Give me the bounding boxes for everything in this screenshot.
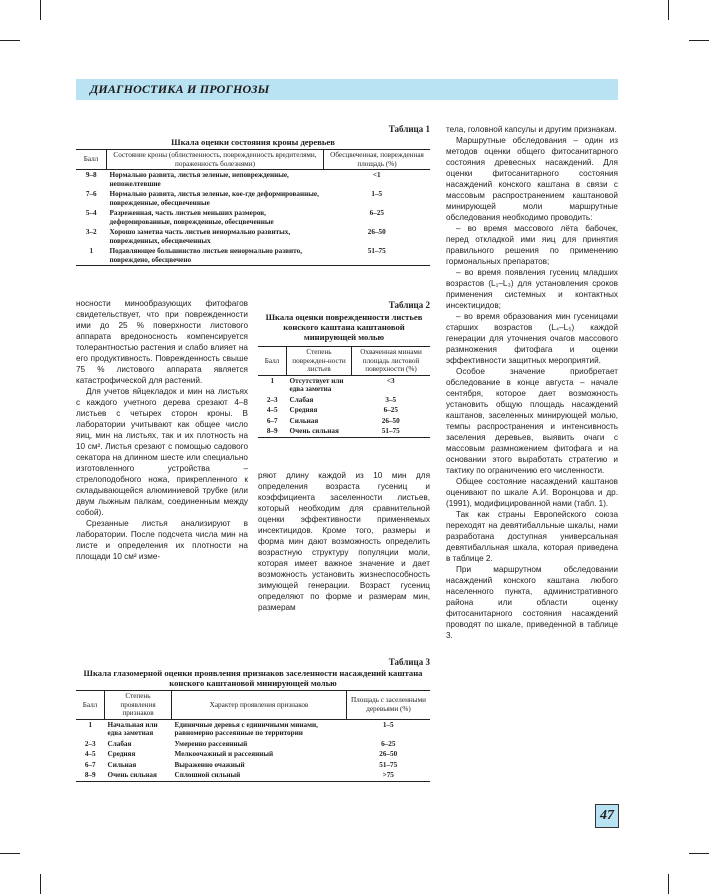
table-row	[76, 189, 430, 208]
paragraph: Маршрутные обследования – один из методов оценки общего фитосанитарного состояния древесных насаждений. Для оценки фитосанитарного состояния насаждений конского каштана в связи с массовым распространением каштановой минирующей моли маршрутные обследования необходимо проводить:	[446, 136, 618, 222]
section-header-band	[76, 79, 618, 100]
table-cell: Сильная	[107, 760, 137, 769]
table-row	[258, 375, 430, 395]
table-row	[258, 395, 430, 406]
table-row	[76, 739, 430, 750]
table-row	[258, 426, 430, 437]
table-cell: 1	[88, 720, 93, 729]
table-cell: Единичные деревья с единичными минами, равномерно рассеянные по территории	[174, 720, 318, 737]
paragraph: Общее состояние насаждений каштанов оценивают по шкале А.И. Воронцова и др. (1991), модифицированной нами (табл. 1).	[446, 477, 618, 508]
table-cell: 26–50	[381, 416, 400, 425]
table-header-cell: Состояние кроны (облиственность, поврежденность вредителями, пораженность болезнями)	[107, 150, 324, 170]
table-cell: 6–25	[381, 739, 396, 748]
table-header-row	[76, 691, 430, 720]
table-row	[76, 719, 430, 739]
table-cell: 5–4	[85, 209, 97, 217]
left-column	[76, 298, 248, 562]
table-cell: 51–75	[379, 760, 398, 769]
table-cell: Умеренно рассеянный	[174, 739, 248, 748]
table-cell: 1–5	[371, 190, 383, 198]
table3-title: Шкала глазомерной оценки проявления признаков заселенности насаждений каштана конского каштановой минирующей молью	[83, 668, 423, 688]
table-cell: 1	[76, 246, 107, 266]
table-header-cell: Охваченная минами площадь листовой поверхности (%)	[352, 347, 431, 376]
table-cell: 6–25	[369, 209, 384, 217]
paragraph: – во время образования мин гусеницами старших возрастов (L₄–L₅) каждой генерации для уточнения очагов массового размножения фитофага и оценки эффективности защитных мероприятий.	[446, 312, 618, 365]
table-cell: 4–5	[266, 406, 278, 414]
crop-mark	[0, 853, 20, 854]
table-header-row	[76, 150, 430, 170]
table-cell: Нормально развита, листья зеленые, неповрежденные, непожелтевшие	[109, 171, 289, 188]
table-cell: Слабая	[107, 739, 132, 748]
table-row	[258, 416, 430, 427]
table1-title: Шкала оценки состояния кроны деревьев	[171, 137, 335, 147]
table-cell: 26–50	[367, 228, 386, 236]
table-cell: 3–5	[385, 395, 397, 404]
table-cell: 9–8	[85, 171, 97, 179]
table-header-cell: Характер проявления признаков	[172, 691, 347, 720]
table-header-cell: Площадь с заселенными деревьями (%)	[347, 691, 431, 720]
table-header-cell: Балл	[76, 150, 107, 170]
table-cell: 26–50	[379, 750, 398, 758]
table-cell: Хорошо заметна часть листьев ненормально развитых, поврежденных, обесцвеченных	[109, 228, 291, 245]
paragraph: Срезанные листья анализируют в лаборатории. После подсчета числа мин на листе и определения их плотности на площади 10 см² изме-	[76, 519, 248, 561]
table-row	[76, 208, 430, 227]
table-cell: Выраженно очажный	[174, 760, 245, 769]
table-cell: Мелкоочажный и рассеянный	[174, 750, 274, 758]
table-cell: 1–5	[382, 720, 394, 729]
paragraph: – во время массового лёта бабочек, перед откладкой ими яиц для принятия правильного решения по применению гормональных препаратов;	[446, 224, 618, 266]
paragraph: Особое значение приобретает обследование в конце августа – начале сентября, которое дает возможность установить общую площадь насаждений каштанов, заселенных минирующей молью, темпы распространения и интенсивность заселения деревьев, выявить очаги с массовым размножением фитофага и на основании этого выработать стратегию и тактику по ограничению его численности.	[446, 367, 618, 475]
table-cell: Начальная или едва заметная	[107, 720, 158, 737]
table-cell: 6–7	[266, 416, 278, 425]
table-cell: 6–7	[84, 760, 96, 769]
paragraph: ряют длину каждой из 10 мин для определения возраста гусениц и коэффициента заселенности листьев, который необходим для сравнительной оценки эффективности применяемых инсектицидов. Кроме того, размеры и форма мин дают возможность определить возрастную структуру популяции моли, которая имеет важное значение и дает возможность установить жизнеспособность зимующей генерации. Возраст гусениц определяют по форме и размерам мин, размерам	[258, 471, 430, 612]
table-cell: 4–5	[84, 750, 96, 758]
crop-mark	[689, 853, 709, 854]
paragraph: Так как страны Европейского союза переходят на девятибалльные шкалы, нами разработана доступная универсальная девятибалльная шкала, которая приведена в таблице 2.	[446, 510, 618, 563]
table-cell: Средняя	[107, 750, 136, 758]
table-row	[258, 405, 430, 416]
crop-mark	[689, 40, 709, 41]
paragraph: При маршрутном обследовании насаждений конского каштана любого населенного пункта, административного района или области оценку фитосанитарного состояния насаждений проводят по шкале, приведенной в таблице 3.	[446, 565, 618, 640]
table-row	[76, 760, 430, 771]
table-cell: 51–75	[324, 246, 431, 266]
table3-label: Таблица 3	[388, 657, 430, 667]
paragraph: – во время появления гусениц младших возрастов (L₁–L₃) для установления сроков применения системных и контактных инсектицидов;	[446, 268, 618, 310]
table-header-cell: Балл	[76, 691, 105, 720]
table-cell: Подавляющее большинство листьев ненормально развито, повреждено, обесцвечено	[107, 246, 324, 266]
table-cell: 2–3	[84, 739, 96, 748]
table-header-cell: Степень проявления признаков	[105, 691, 172, 720]
table-header-cell: Обесцвеченная, поврежденная площадь (%)	[324, 150, 431, 170]
table-cell: 8–9	[258, 426, 287, 437]
table1	[76, 149, 430, 266]
table-row	[76, 749, 430, 760]
table-cell: 6–25	[383, 406, 398, 414]
table-cell: Очень сильная	[287, 426, 352, 437]
table-cell: 7–6	[85, 190, 97, 198]
table-cell: Очень сильная	[105, 770, 172, 781]
table-header-row	[258, 347, 430, 376]
crop-mark	[668, 874, 669, 894]
table3	[76, 690, 430, 782]
table-cell: Разреженная, часть листьев меньших размеров, деформированные, поврежденные, обесцвеченные	[109, 209, 274, 226]
table-header-cell: Степень поврежден-ности листьев	[287, 347, 352, 376]
crop-mark	[0, 40, 20, 41]
page-number: 47	[595, 804, 619, 828]
table-header-cell: Балл	[258, 347, 287, 376]
paragraph: носности минообразующих фитофагов свидетельствует, что при поврежденности ими до 25 % поверхности листового аппарата вредоносность компенсируется толерантностью растения и слабо влияет на его продуктивность. Поврежденность свыше 75 % листового аппарата является катастрофической для растений.	[76, 299, 248, 385]
crop-mark	[668, 0, 669, 20]
table-row	[76, 170, 430, 190]
table-cell: Слабая	[289, 395, 314, 404]
table2-title: Шкала оценки поврежденности листьев конского каштана каштановой минирующей молью	[265, 312, 423, 342]
table1-label: Таблица 1	[388, 124, 430, 134]
table-cell: <1	[372, 171, 381, 179]
paragraph: тела, головной капсулы и другим признакам.	[446, 125, 617, 134]
table-cell: 1	[270, 376, 275, 385]
table2-label: Таблица 2	[388, 300, 430, 310]
table-row	[76, 246, 430, 266]
table-cell: Сплошной сильный	[172, 770, 347, 781]
table-cell: Отсутствует или едва заметна	[289, 376, 344, 393]
table-row	[76, 227, 430, 246]
table-cell: 8–9	[76, 770, 105, 781]
paragraph: Для учетов яйцекладок и мин на листьях с каждого учетного дерева срезают 4–8 листьев с четырех сторон кроны. В лаборатории учитывают как общее число яиц, мин на листьях, так и их плотность на 10 см². Листья срезают с помощью садового секатора на длинном шесте или специально изготовленного устройства – стрелоподобного ножа, прикрепленного к складывающейся алюминиевой трубке (или двум лыжным палкам, соединенным между собой).	[76, 387, 248, 517]
crop-mark	[40, 874, 41, 894]
table-cell: Сильная	[289, 416, 319, 425]
crop-mark	[40, 0, 41, 20]
table-cell: >75	[347, 770, 431, 781]
table-cell: Нормально развита, листья зеленые, кое-где деформированные, поврежденные, обесцвеченные	[109, 190, 319, 207]
table-cell: 51–75	[352, 426, 431, 437]
table-cell: <3	[386, 376, 395, 385]
table-cell: Средняя	[289, 406, 318, 414]
table-cell: 2–3	[266, 395, 278, 404]
section-header: ДИАГНОСТИКА И ПРОГНОЗЫ	[90, 82, 270, 96]
middle-column	[258, 470, 430, 613]
right-column	[446, 124, 618, 641]
table2	[258, 346, 430, 438]
table-row	[76, 770, 430, 781]
table-cell: 3–2	[85, 228, 97, 236]
